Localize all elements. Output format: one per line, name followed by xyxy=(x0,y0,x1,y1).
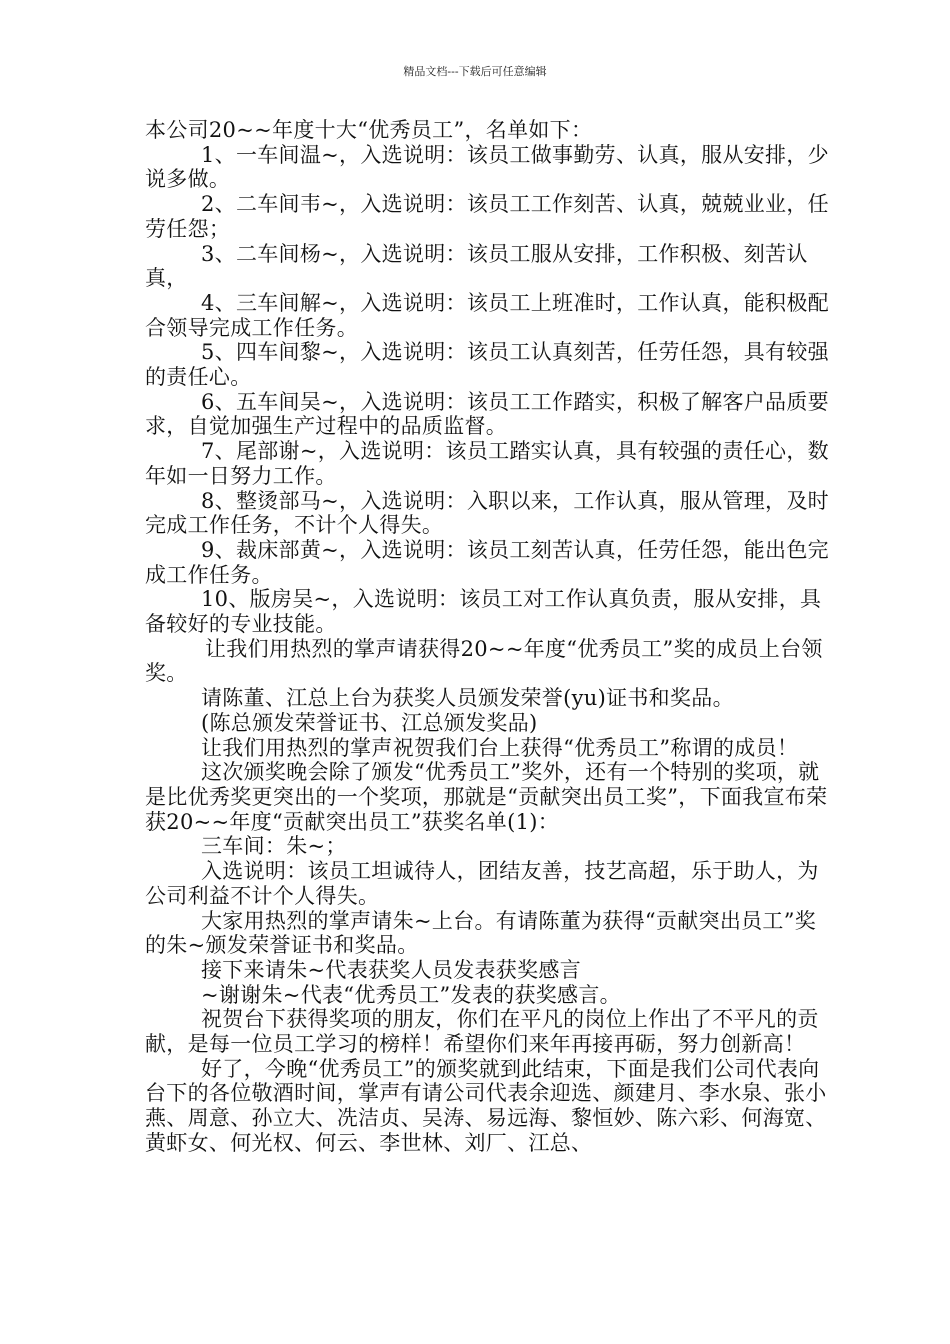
closing-congrats: 祝贺台下获得奖项的朋友，你们在平凡的岗位上作出了不平凡的贡献，是每一位员工学习的榜样！希望你们来年再接再砺，努力创新高！ xyxy=(145,1007,819,1057)
intro-paragraph: 本公司20~~年度十大“优秀员工”，名单如下： xyxy=(145,118,593,142)
toast-paragraph: 好了，今晚“优秀员工”的颁奖就到此结束，下面是我们公司代表向台下的各位敬酒时间，掌声有请公司代表余迎选、颜建月、李水泉、张小燕、周意、孙立大、冼洁贞、吴涛、易远海、黎恒妙、陈六彩、何海宽、黄虾女、何光权、何云、李世林、刘厂、江总、 xyxy=(145,1056,827,1155)
award-item-1: 1、一车间温~，入选说明：该员工做事勤劳、认真，服从安排，少说多做。 xyxy=(145,142,829,192)
award-item-6: 6、五车间吴~，入选说明：该员工工作踏实，积极了解客户品质要求，自觉加强生产过程中的品质监督。 xyxy=(145,389,829,439)
applause-paragraph: 让我们用热烈的掌声请获得20~~年度“优秀员工”奖的成员上台领奖。 xyxy=(145,636,823,686)
special-award-reason: 入选说明：该员工坦诚待人，团结友善，技艺高超，乐于助人，为公司利益不计个人得失。 xyxy=(145,859,819,908)
award-item-5: 5、四车间黎~，入选说明：该员工认真刻苦，任劳任怨，具有较强的责任心。 xyxy=(145,340,829,390)
congrats-paragraph: 让我们用热烈的掌声祝贺我们台上获得“优秀员工”称谓的成员！ xyxy=(201,735,799,760)
award-item-10: 10、版房吴~，入选说明：该员工对工作认真负责，服从安排，具备较好的专业技能。 xyxy=(145,587,822,637)
award-item-4: 4、三车间解~，入选说明：该员工上班准时，工作认真，能积极配合领导完成工作任务。 xyxy=(145,290,829,340)
award-item-9: 9、裁床部黄~，入选说明：该员工刻苦认真，任劳任怨，能出色完成工作任务。 xyxy=(145,537,829,587)
presenter-paragraph: 请陈董、江总上台为获奖人员颁发荣誉(yu)证书和奖品。 xyxy=(201,686,734,711)
document-body xyxy=(145,118,835,1156)
special-award-winner: 三车间：朱~； xyxy=(201,834,347,859)
award-item-2: 2、二车间韦~，入选说明：该员工工作刻苦、认真，兢兢业业，任劳任怨； xyxy=(145,192,829,241)
award-item-3: 3、二车间杨~，入选说明：该员工服从安排，工作积极、刻苦认真， xyxy=(145,241,808,291)
special-award-paragraph: 这次颁奖晚会除了颁发“优秀员工”奖外，还有一个特别的奖项，就是比优秀奖更突出的一个奖项，那就是“贡献突出员工奖”，下面我宣布荣获20~~年度“贡献突出员工”获奖名单(1)： xyxy=(145,760,828,834)
stage-note: (陈总颁发荣誉证书、江总颁发奖品) xyxy=(201,710,538,735)
special-award-presentation: 大家用热烈的掌声请朱~上台。有请陈董为获得“贡献突出员工”奖的朱~颁发荣誉证书和奖品。 xyxy=(145,908,817,958)
speech-invitation: 接下来请朱~代表获奖人员发表获奖感言 xyxy=(201,957,581,982)
award-item-7: 7、尾部谢~，入选说明：该员工踏实认真，具有较强的责任心，数年如一日努力工作。 xyxy=(145,439,829,488)
speech-thanks: ~谢谢朱~代表“优秀员工”发表的获奖感言。 xyxy=(201,982,621,1007)
award-item-8: 8、整烫部马~，入选说明：入职以来，工作认真，服从管理，及时完成工作任务，不计个人得失。 xyxy=(145,488,829,538)
page-header: 精品文档---下载后可任意编辑 xyxy=(403,65,547,78)
